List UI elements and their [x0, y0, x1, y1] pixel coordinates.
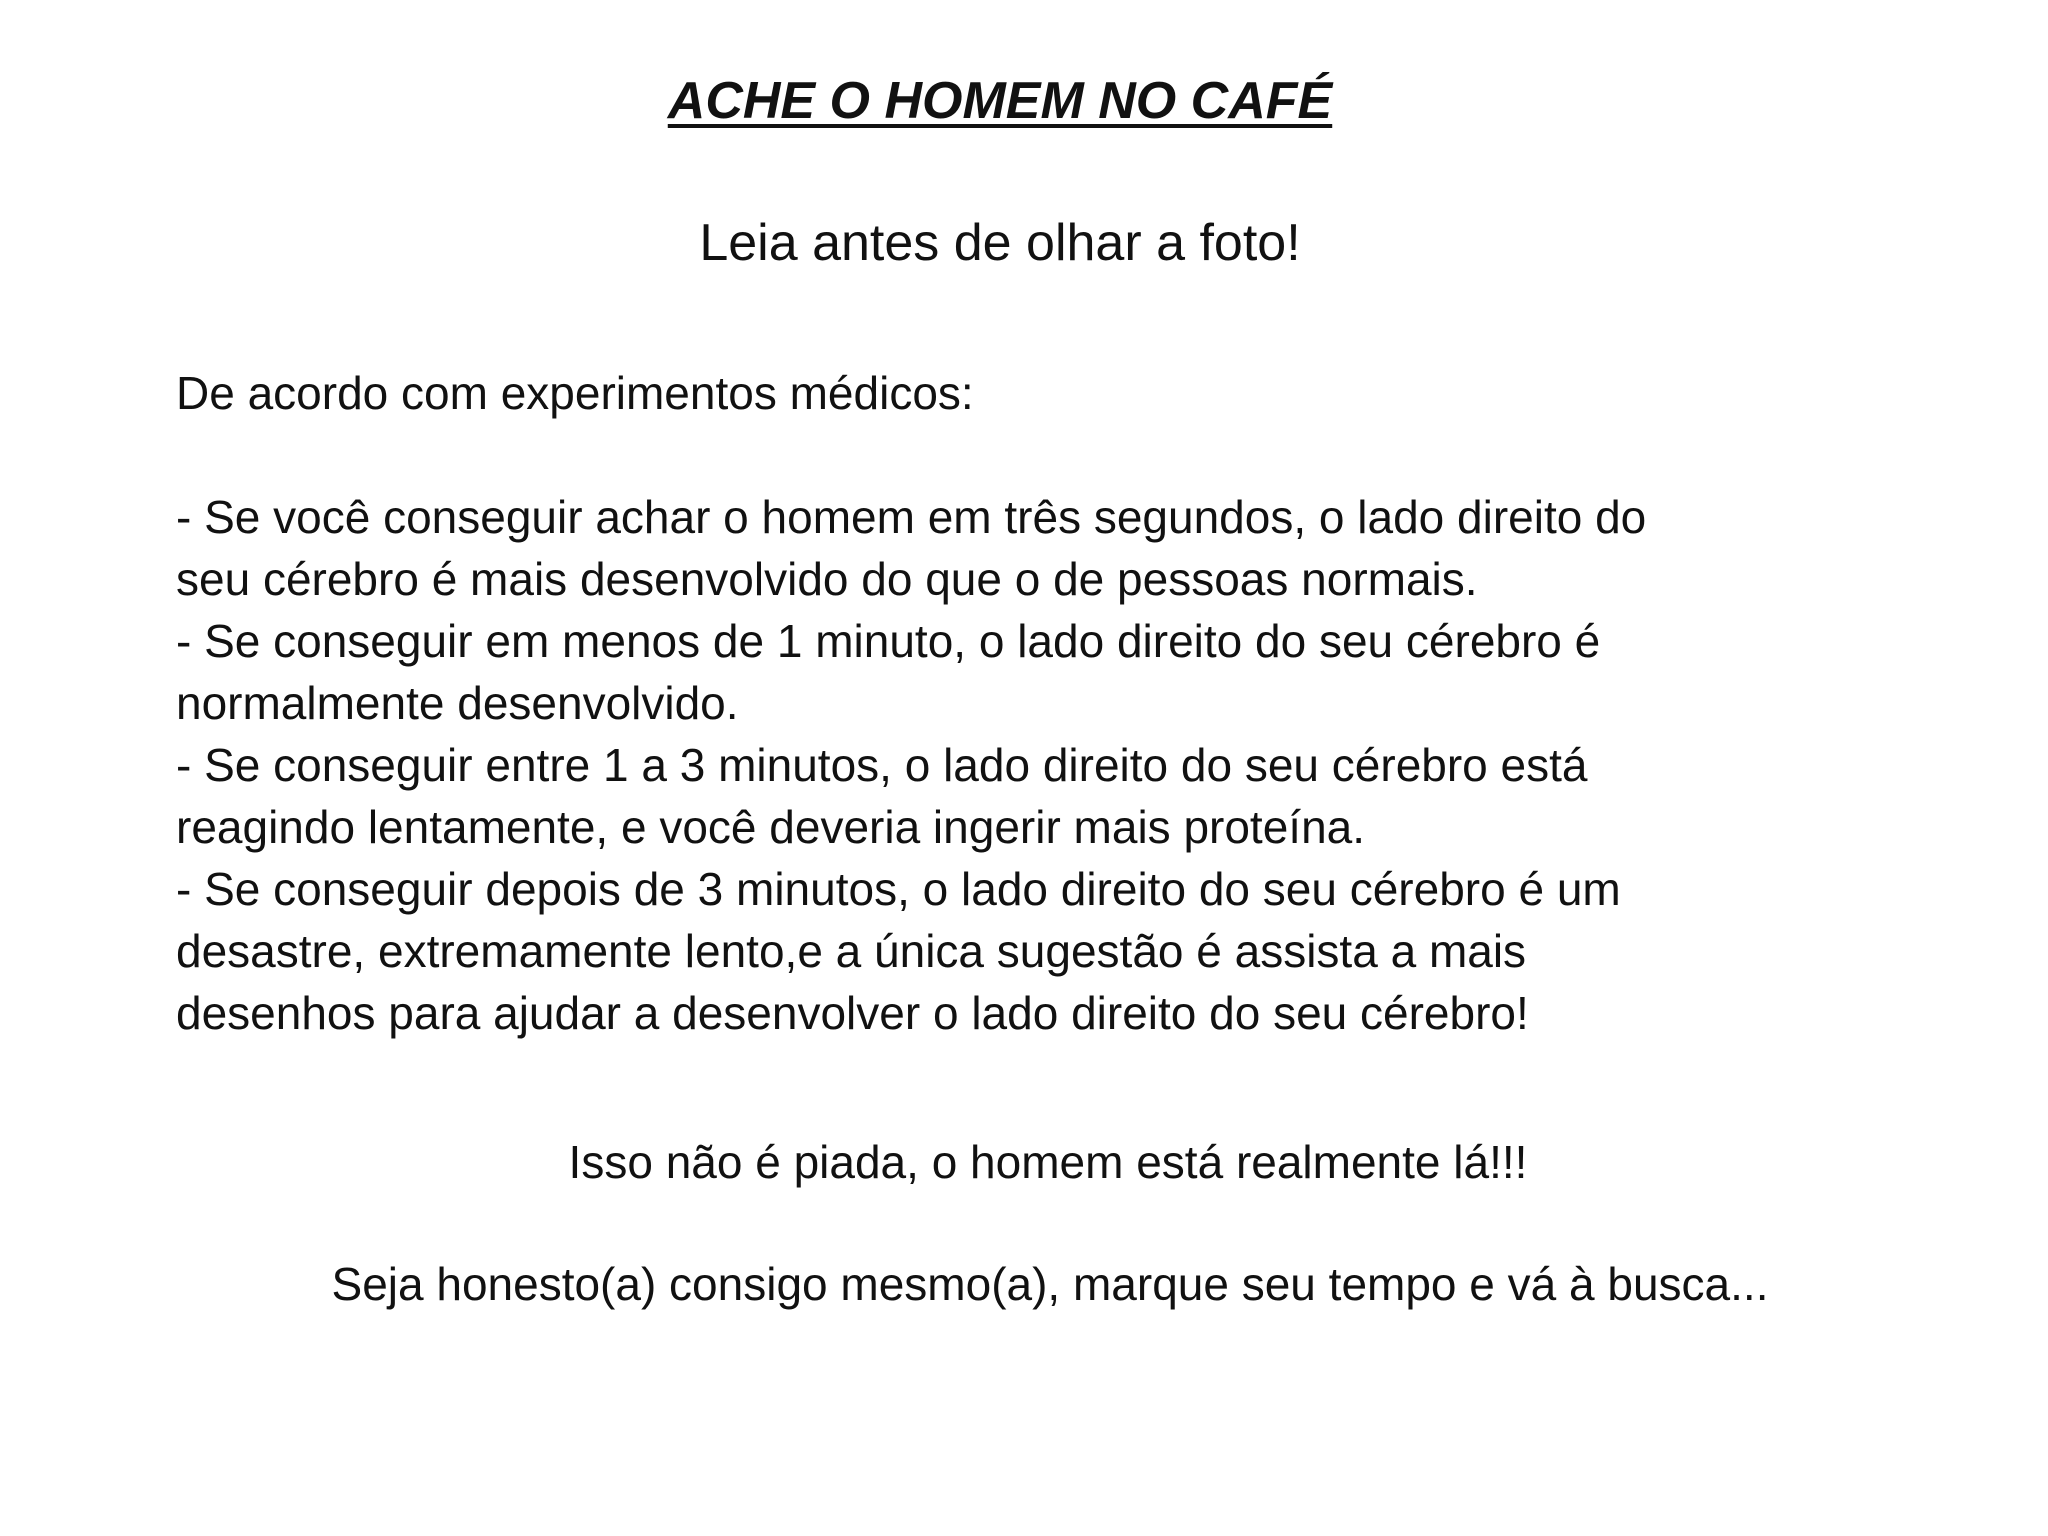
rule-line: desenhos para ajudar a desenvolver o lado direito do seu cérebro! [176, 987, 1529, 1039]
rule-line: - Se você conseguir achar o homem em três segundos, o lado direito do [176, 491, 1647, 543]
rule-item [176, 486, 1956, 610]
rule-line: seu cérebro é mais desenvolvido do que o de pessoas normais. [176, 553, 1478, 605]
body-text [176, 362, 1956, 1044]
rule-line: - Se conseguir entre 1 a 3 minutos, o lado direito do seu cérebro está [176, 739, 1588, 791]
page-title: ACHE O HOMEM NO CAFÉ [667, 72, 1333, 130]
closing-statement: Isso não é piada, o homem está realmente lá!!! [568, 1136, 1528, 1188]
closing-instruction: Seja honesto(a) consigo mesmo(a), marque seu tempo e vá à busca... [331, 1258, 1769, 1310]
rule-item [176, 858, 1956, 1044]
rule-line: reagindo lentamente, e você deveria ingerir mais proteína. [176, 801, 1366, 853]
rule-line: normalmente desenvolvido. [176, 677, 739, 729]
rule-line: - Se conseguir em menos de 1 minuto, o lado direito do seu cérebro é [176, 615, 1601, 667]
rule-line: - Se conseguir depois de 3 minutos, o lado direito do seu cérebro é um [176, 863, 1621, 915]
rules-list [176, 486, 1956, 1044]
rule-line: desastre, extremamente lento,e a única sugestão é assista a mais [176, 925, 1527, 977]
rule-item [176, 734, 1956, 858]
intro-text: De acordo com experimentos médicos: [176, 367, 974, 419]
page-subtitle: Leia antes de olhar a foto! [699, 214, 1301, 272]
rule-item [176, 610, 1956, 734]
